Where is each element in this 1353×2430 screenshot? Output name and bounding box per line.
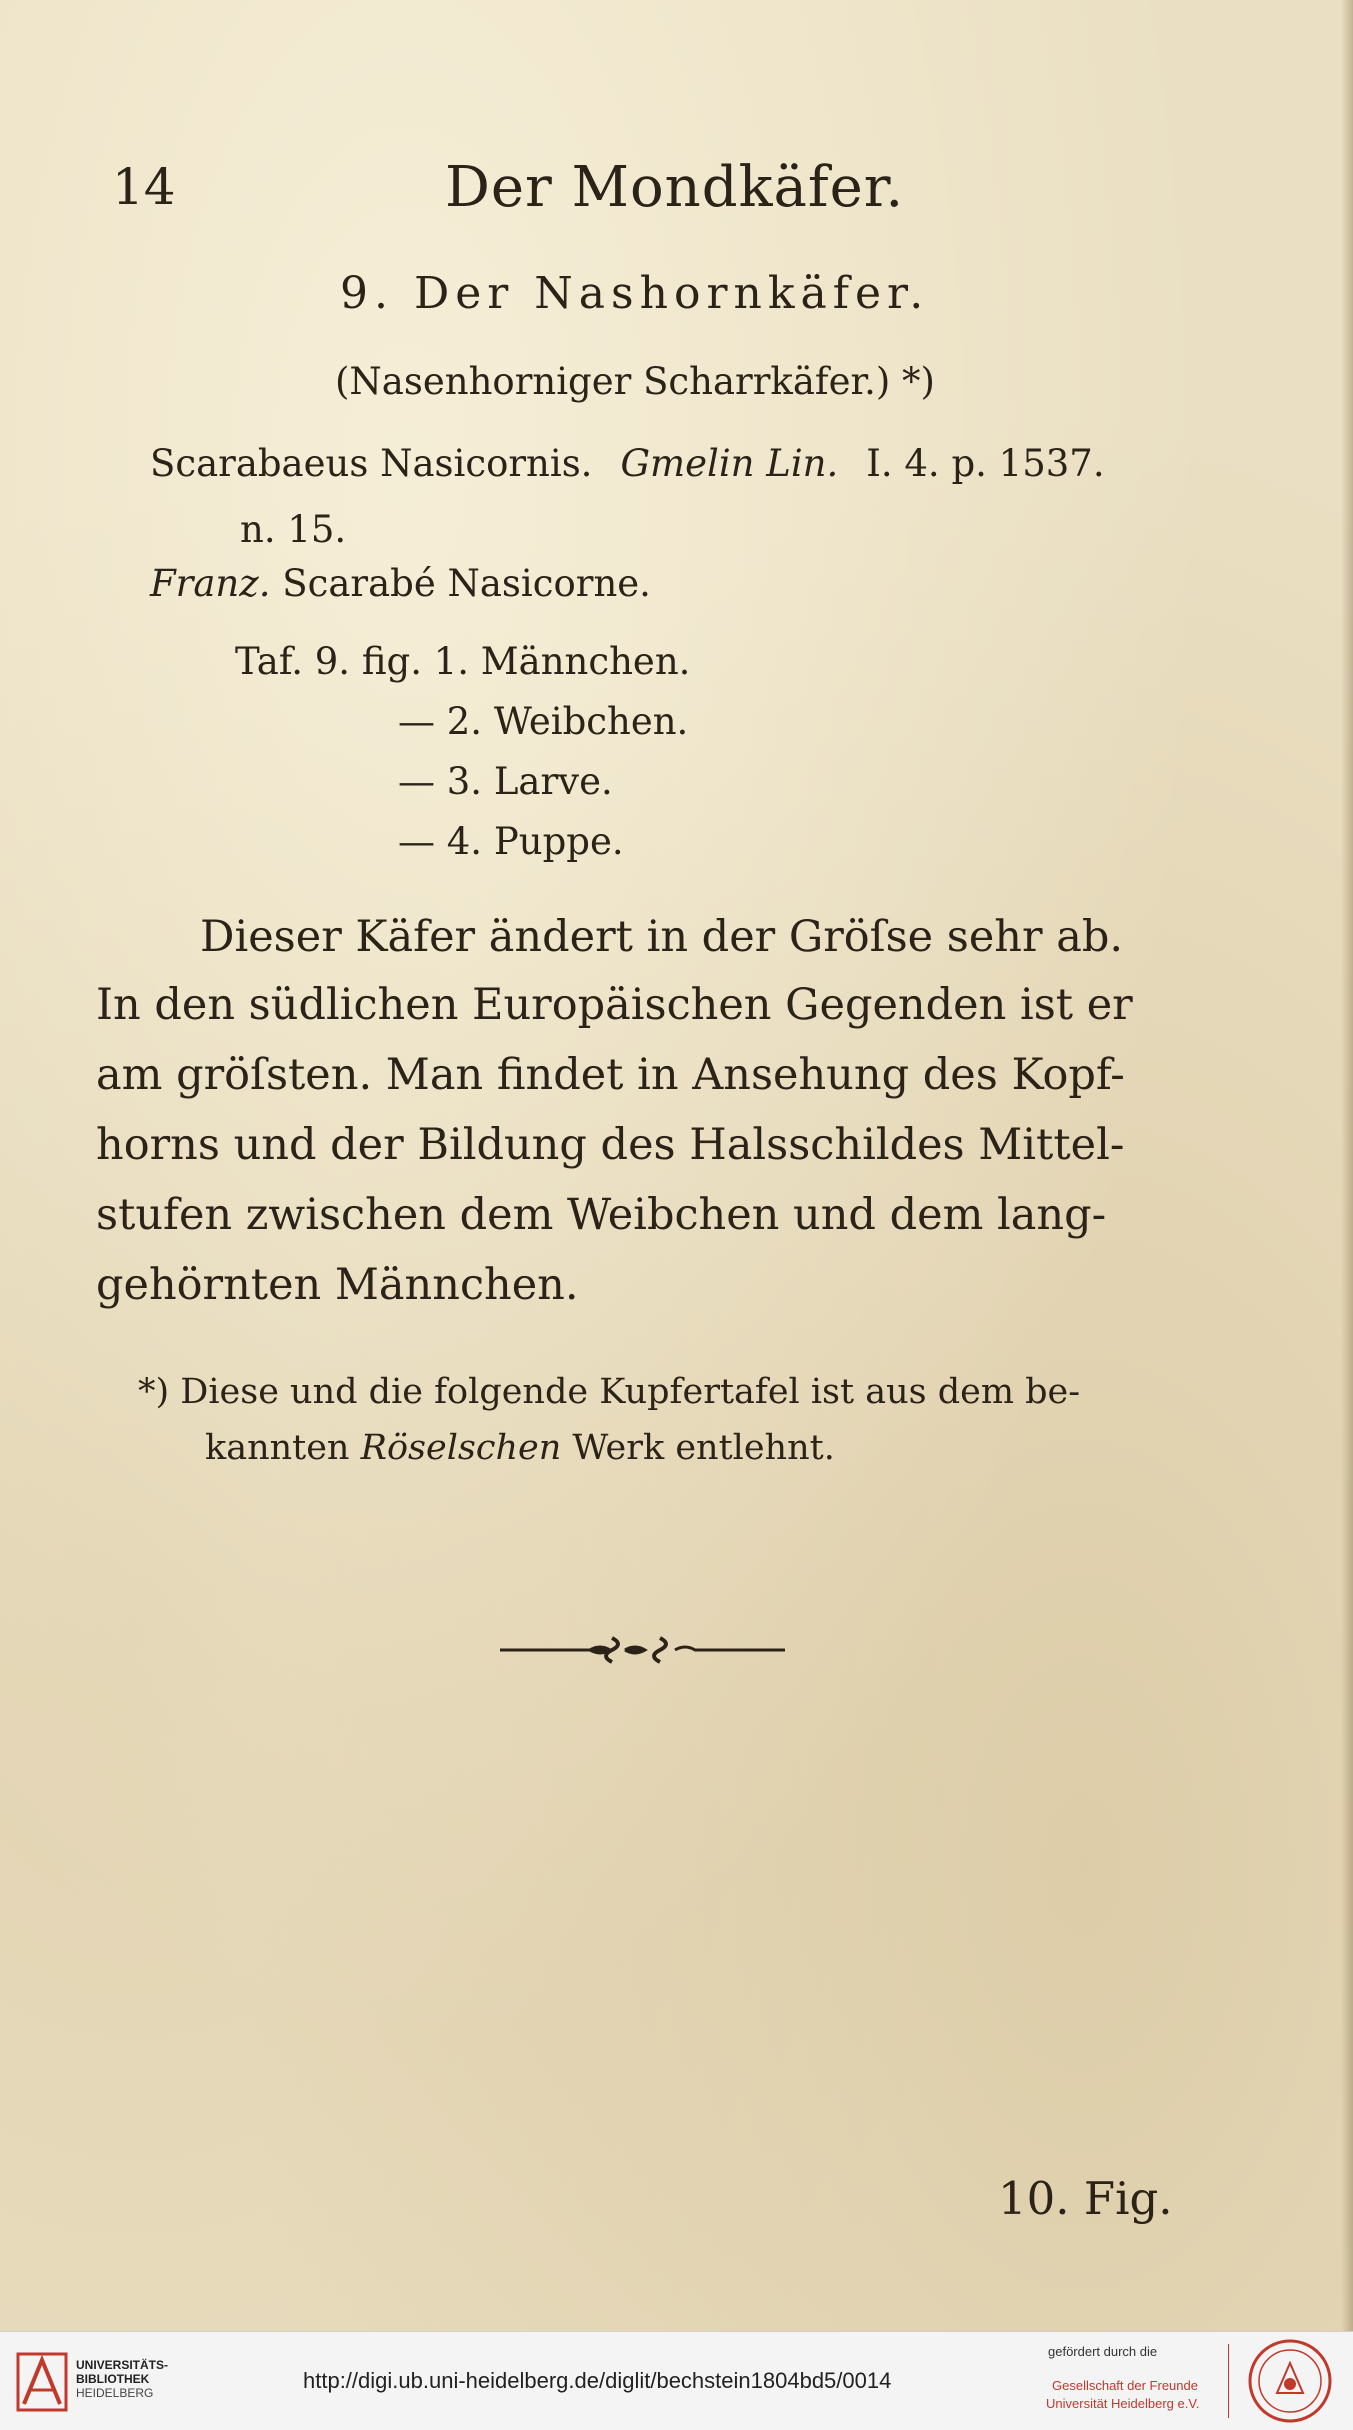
figure-label: Larve. (493, 760, 613, 803)
reference-author: Gmelin Lin. (620, 442, 839, 485)
footnote-line-1: *) Diese und die folgende Kupfertafel ist aus dem be- (138, 1372, 1081, 1412)
reference-line-2: n. 15. (240, 508, 347, 551)
library-name-line: BIBLIOTHEK (76, 2372, 150, 2386)
running-head: Der Mondkäfer. (445, 155, 905, 220)
section-title: 9. Der Nashornkäfer. (340, 268, 930, 319)
body-text-line: Dieser Käfer ändert in der Gröſse sehr ab. (200, 912, 1124, 962)
body-text-line: gehörnten Männchen. (96, 1260, 579, 1310)
figure-prefix: Taf. 9. fig. 1. (235, 640, 470, 683)
library-name-line: HEIDELBERG (76, 2386, 154, 2400)
french-name: Scarabé Nasicorne. (282, 562, 651, 605)
library-name-line: UNIVERSITÄTS- (76, 2358, 169, 2372)
sponsor-label: gefördert durch die (1048, 2344, 1158, 2359)
footer-divider (1228, 2344, 1229, 2418)
body-text-line: am gröſsten. Man findet in Ansehung des Kopf- (96, 1050, 1125, 1100)
library-logo-icon[interactable] (14, 2350, 70, 2414)
sponsor-name-line-1[interactable]: Gesellschaft der Freunde (1052, 2378, 1198, 2393)
body-text-line: stufen zwischen dem Weibchen und dem lang- (96, 1190, 1107, 1240)
reference-line-3 (150, 562, 651, 605)
figure-entry (398, 700, 688, 743)
page-number: 14 (112, 158, 176, 216)
figure-prefix: — 3. (398, 760, 483, 803)
page-edge-shadow (1341, 0, 1353, 2331)
figure-label: Puppe. (493, 820, 624, 863)
figure-label: Weibchen. (493, 700, 689, 743)
reference-line-1 (150, 442, 1105, 485)
reference-citation: I. 4. p. 1537. (866, 442, 1105, 485)
figure-entry (235, 640, 690, 683)
section-subtitle: (Nasenhorniger Scharrkäfer.) *) (335, 360, 935, 403)
viewer-footer (0, 2331, 1353, 2430)
footnote-text: Werk entlehnt. (572, 1428, 835, 1468)
french-label: Franz. (150, 562, 271, 605)
figure-label: Männchen. (480, 640, 691, 683)
university-seal-icon[interactable] (1247, 2338, 1333, 2424)
figure-entry (398, 820, 624, 863)
footnote-line-2 (205, 1428, 835, 1468)
footnote-italic: Röselschen (360, 1428, 562, 1468)
ornament-divider-icon (500, 1630, 785, 1670)
sponsor-name-line-2[interactable]: Universität Heidelberg e.V. (1046, 2396, 1200, 2411)
figure-prefix: — 2. (398, 700, 483, 743)
species-name: Scarabaeus Nasicornis. (150, 442, 593, 485)
permalink-url[interactable]: http://digi.ub.uni-heidelberg.de/diglit/bechstein1804bd5/0014 (303, 2368, 892, 2393)
figure-entry (398, 760, 613, 803)
figure-prefix: — 4. (398, 820, 483, 863)
footnote-text: kannten (205, 1428, 350, 1468)
library-name[interactable] (76, 2358, 168, 2400)
body-text-line: horns und der Bildung des Halsschildes Mittel- (96, 1120, 1125, 1170)
catchword: 10. Fig. (998, 2172, 1173, 2225)
body-text-line: In den südlichen Europäischen Gegenden ist er (96, 980, 1133, 1030)
